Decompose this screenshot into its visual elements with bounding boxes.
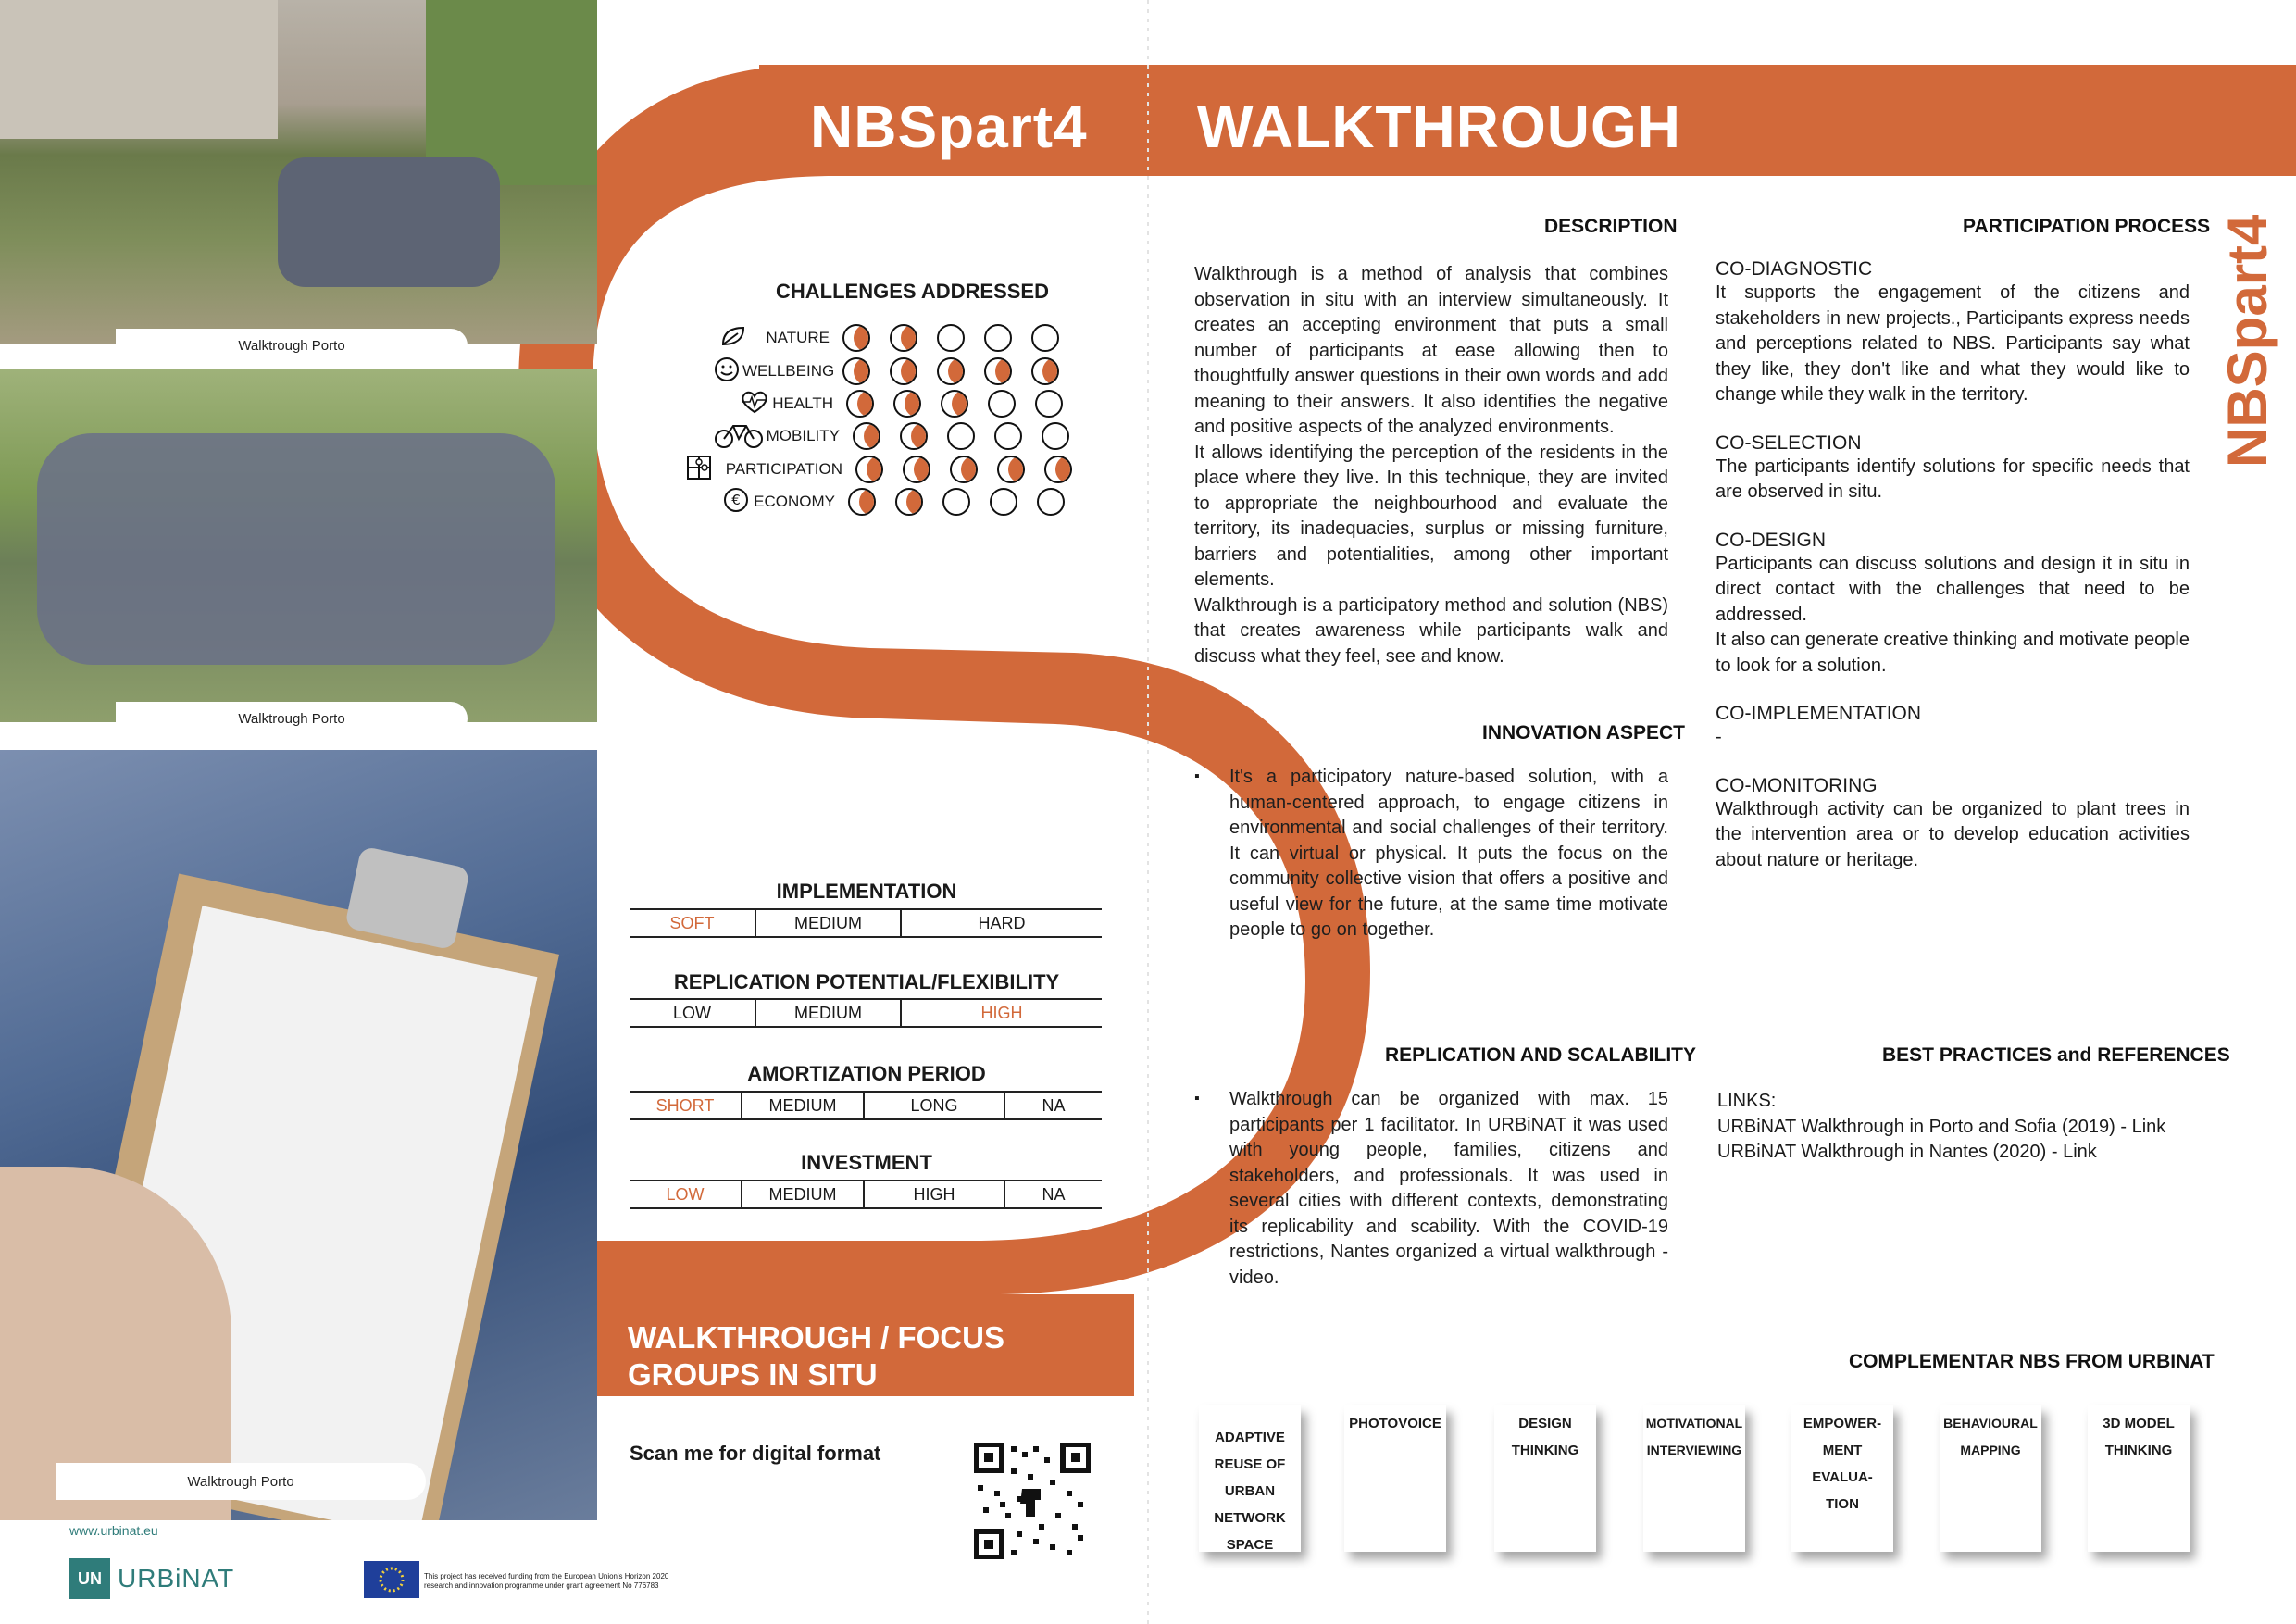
reference-link[interactable]: URBiNAT Walkthrough in Porto and Sofia (2019) - Link <box>1717 1116 2166 1137</box>
score-dot <box>893 390 921 418</box>
participation-item-text: The participants identify solutions for specific needs that are observed in situ. <box>1716 456 2190 502</box>
investment-title: INVESTMENT <box>801 1151 932 1174</box>
replication-scale <box>630 998 1102 1028</box>
amortization-option-short: SHORT <box>655 1096 715 1115</box>
nbs-code-title: NBSpart4 <box>810 94 1088 160</box>
innovation-text: It's a participatory nature-based solution, with a human-centered approach, to engage citizens in environmental and social challenges of their territory. It can virtual or physical. It puts the focus on the community collective vision that offers a positive and useful view for the future, at the same time motivate people to go on together. <box>1229 767 1668 940</box>
investment-option-medium: MEDIUM <box>741 1181 863 1207</box>
replication-option-high: HIGH <box>900 1000 1102 1026</box>
investment-scale <box>630 1180 1102 1209</box>
score-dot <box>1037 488 1065 516</box>
investment-option-na: NA <box>1004 1181 1102 1207</box>
eu-funding-note: This project has received funding from the European Union's Horizon 2020 research and innovation programme under grant agreement No 776783 <box>424 1572 669 1590</box>
best-practices-links <box>1717 1089 2191 1166</box>
challenge-row-health <box>713 390 1082 418</box>
participation-list <box>1716 258 2190 897</box>
reference-link[interactable]: URBiNAT Walkthrough in Nantes (2020) - Link <box>1717 1142 2097 1162</box>
card-line: URBAN <box>1224 1483 1276 1499</box>
score-dot <box>988 390 1016 418</box>
implementation-option-hard: HARD <box>900 910 1102 936</box>
card-line: REUSE OF <box>1214 1456 1286 1472</box>
score-dot <box>1031 357 1059 385</box>
card-line: SPACE <box>1226 1537 1274 1553</box>
card-line: MAPPING <box>1960 1443 2021 1457</box>
nbs-card-3d-model-thinking[interactable] <box>2088 1405 2190 1552</box>
card-line: MOTIVATIONAL <box>1645 1416 1743 1430</box>
card-line: TION <box>1826 1496 1859 1512</box>
score-dot <box>937 357 965 385</box>
participation-item-text: Walkthrough activity can be organized to plant trees in the intervention area or to develop education activities about nature or heritage. <box>1716 798 2190 870</box>
challenge-label: MOBILITY <box>766 427 840 444</box>
replication-option-low: LOW <box>672 1004 711 1022</box>
participation-item-codesign <box>1716 530 2190 680</box>
side-nbs-code: NBSpart4 <box>2216 214 2278 468</box>
score-dot <box>1042 422 1069 450</box>
amortization-option-long: LONG <box>863 1093 1004 1118</box>
photo-caption-1: Walktrough Porto <box>116 329 468 362</box>
photo-caption-3: Walktrough Porto <box>56 1463 426 1500</box>
smiley-icon <box>713 356 742 388</box>
svg-text:€: € <box>731 491 741 508</box>
score-dot <box>900 422 928 450</box>
implementation-title: IMPLEMENTATION <box>776 880 957 903</box>
participation-item-coselection <box>1716 432 2190 506</box>
card-line: NETWORK <box>1214 1510 1286 1526</box>
urbinat-logo-mark: UN <box>69 1558 110 1599</box>
puzzle-icon <box>685 454 713 486</box>
nbs-card-behavioural-mapping[interactable] <box>1940 1405 2041 1552</box>
nbs-card-motivational-interviewing[interactable] <box>1643 1405 1745 1552</box>
amortization-title: AMORTIZATION PERIOD <box>747 1062 986 1085</box>
best-practices-title: BEST PRACTICES and REFERENCES <box>1882 1044 2230 1066</box>
implementation-option-soft: SOFT <box>669 914 715 932</box>
replication-title: REPLICATION POTENTIAL/FLEXIBILITY <box>673 970 1060 993</box>
participation-item-head: CO-SELECTION <box>1716 431 1862 454</box>
eu-flag-icon <box>364 1561 419 1598</box>
implementation-scale <box>630 908 1102 938</box>
score-dot <box>942 488 970 516</box>
score-dot <box>890 357 917 385</box>
participation-item-text: It supports the engagement of the citizens and stakeholders in new projects., Participants express needs and perceptions related to NBS. Participants say what they like, they don't like and what they would like to change while they walk in the territory. <box>1716 282 2190 405</box>
amortization-option-medium: MEDIUM <box>741 1093 863 1118</box>
photo-walkthrough-1 <box>0 0 597 344</box>
bullet-icon: ▪ <box>1194 768 1200 784</box>
website-url[interactable]: www.urbinat.eu <box>69 1523 158 1538</box>
participation-item-text: Participants can discuss solutions and design it in situ in direct contact with the challenges that need to be addressed. <box>1716 553 2190 625</box>
innovation-title: INNOVATION ASPECT <box>1482 722 1685 743</box>
card-line: BEHAVIOURAL <box>1943 1416 2038 1430</box>
description-text <box>1194 262 1668 669</box>
score-dot <box>947 422 975 450</box>
photo-walkthrough-2 <box>0 369 597 722</box>
score-dot <box>994 422 1022 450</box>
score-dot <box>842 357 870 385</box>
complementary-title: COMPLEMENTAR NBS FROM URBINAT <box>1849 1351 2215 1372</box>
amortization-option-na: NA <box>1004 1093 1102 1118</box>
photo-walkthrough-3 <box>0 750 597 1520</box>
qr-code-icon[interactable] <box>974 1443 1091 1559</box>
challenge-row-economy <box>713 488 1084 516</box>
participation-item-text: It also can generate creative thinking and motivate people to look for a solution. <box>1716 630 2190 676</box>
description-paragraph: Walkthrough is a participatory method and solution (NBS) that creates awareness while participants walk and discuss what they feel, see and know. <box>1194 594 1668 667</box>
card-line: ADAPTIVE <box>1215 1430 1285 1445</box>
score-dot <box>937 324 965 352</box>
score-dot <box>1031 324 1059 352</box>
page-title: WALKTHROUGH <box>1197 94 1681 160</box>
score-dot <box>984 324 1012 352</box>
card-line: THINKING <box>2104 1443 2173 1458</box>
bicycle-icon <box>713 418 765 455</box>
nbs-card-design-thinking[interactable] <box>1494 1405 1596 1552</box>
score-dot <box>990 488 1017 516</box>
score-dot <box>903 456 930 483</box>
card-line: PHOTOVOICE <box>1349 1416 1441 1431</box>
score-dot <box>1044 456 1072 483</box>
nbs-card-adaptive-reuse[interactable] <box>1199 1405 1301 1552</box>
leaf-icon <box>718 322 755 355</box>
participation-item-comonitoring <box>1716 775 2190 874</box>
challenge-label: ECONOMY <box>754 493 835 510</box>
urbinat-logo-text: URBiNAT <box>118 1564 235 1593</box>
replication-scalability-title: REPLICATION AND SCALABILITY <box>1385 1044 1696 1066</box>
implementation-option-medium: MEDIUM <box>755 910 900 936</box>
bottom-title <box>628 1319 1004 1393</box>
challenge-label: HEALTH <box>772 394 833 412</box>
card-line: DESIGN <box>1518 1416 1572 1431</box>
score-dot <box>890 324 917 352</box>
challenge-label: WELLBEING <box>742 362 835 380</box>
investment-option-low: LOW <box>666 1185 705 1204</box>
card-line: INTERVIEWING <box>1646 1443 1742 1457</box>
challenge-row-nature <box>713 324 1079 352</box>
nbs-card-photovoice[interactable] <box>1344 1405 1446 1552</box>
bullet-icon: ▪ <box>1194 1091 1200 1106</box>
score-dot <box>895 488 923 516</box>
score-dot <box>984 357 1012 385</box>
score-dot <box>842 324 870 352</box>
participation-item-head: CO-DESIGN <box>1716 529 1827 551</box>
heartbeat-icon <box>739 388 770 420</box>
participation-item-text: - <box>1716 727 1722 747</box>
participation-item-coimplementation <box>1716 703 2190 751</box>
participation-item-head: CO-IMPLEMENTATION <box>1716 703 1922 724</box>
challenge-row-participation <box>713 456 1092 483</box>
urbinat-logo <box>69 1558 234 1599</box>
challenge-row-mobility <box>713 422 1089 450</box>
bottom-title-line-2: GROUPS IN SITU <box>628 1357 878 1392</box>
participation-item-head: CO-DIAGNOSTIC <box>1716 258 1873 280</box>
nbs-card-empowerment-evaluation[interactable] <box>1791 1405 1893 1552</box>
links-label: LINKS: <box>1717 1091 1777 1111</box>
euro-icon <box>722 486 752 518</box>
amortization-scale <box>630 1091 1102 1120</box>
score-dot <box>848 488 876 516</box>
participation-item-head: CO-MONITORING <box>1716 774 1878 796</box>
participation-title: PARTICIPATION PROCESS <box>1963 216 2211 237</box>
card-line: MENT EVALUA- <box>1812 1443 1873 1485</box>
score-dot <box>1035 390 1063 418</box>
score-dot <box>846 390 874 418</box>
score-dot <box>997 456 1025 483</box>
replication-scalability-text: Walkthrough can be organized with max. 15 participants per 1 facilitator. In URBiNAT it was used with young people, families, citizens and stakeholders, and professionals. It was used in several cities with different contexts, demonstrating its replicability and scability. With the COVID-19 restrictions, Nantes organized a virtual walkthrough - video. <box>1229 1089 1668 1288</box>
card-line: THINKING <box>1511 1443 1579 1458</box>
participation-item-codiagnostic <box>1716 258 2190 408</box>
bottom-title-line-1: WALKTHROUGH / FOCUS <box>628 1320 1004 1355</box>
score-dot <box>853 422 880 450</box>
score-dot <box>855 456 883 483</box>
challenge-label: PARTICIPATION <box>725 460 842 478</box>
description-paragraph: It allows identifying the perception of the residents in the place where they live. In this technique, they are invited to appropriate the neighbourhood and evaluate the territory, its inadequacies, surplus or missing furniture, barriers and potentialities, among other important elements. <box>1194 442 1668 590</box>
challenge-label: NATURE <box>766 329 830 346</box>
description-title: DESCRIPTION <box>1544 216 1678 237</box>
card-line: EMPOWER- <box>1803 1416 1882 1431</box>
replication-option-medium: MEDIUM <box>755 1000 900 1026</box>
investment-option-high: HIGH <box>863 1181 1004 1207</box>
photo-caption-2: Walktrough Porto <box>116 702 468 735</box>
description-paragraph: Walkthrough is a method of analysis that combines observation in situ with an interview simultaneously. It creates an accepting environment that puts a small number of participants at ease allowing then to thoughtfully answer questions in their own words and add meaning to their answers. It also identifies the negative and positive aspects of the analyzed environments. <box>1194 264 1668 437</box>
card-line: 3D MODEL <box>2103 1416 2175 1431</box>
score-dot <box>941 390 968 418</box>
challenge-row-wellbeing <box>713 357 1079 385</box>
score-dot <box>950 456 978 483</box>
scan-me-label: Scan me for digital format <box>630 1442 881 1465</box>
challenges-title: CHALLENGES ADDRESSED <box>776 280 1049 303</box>
